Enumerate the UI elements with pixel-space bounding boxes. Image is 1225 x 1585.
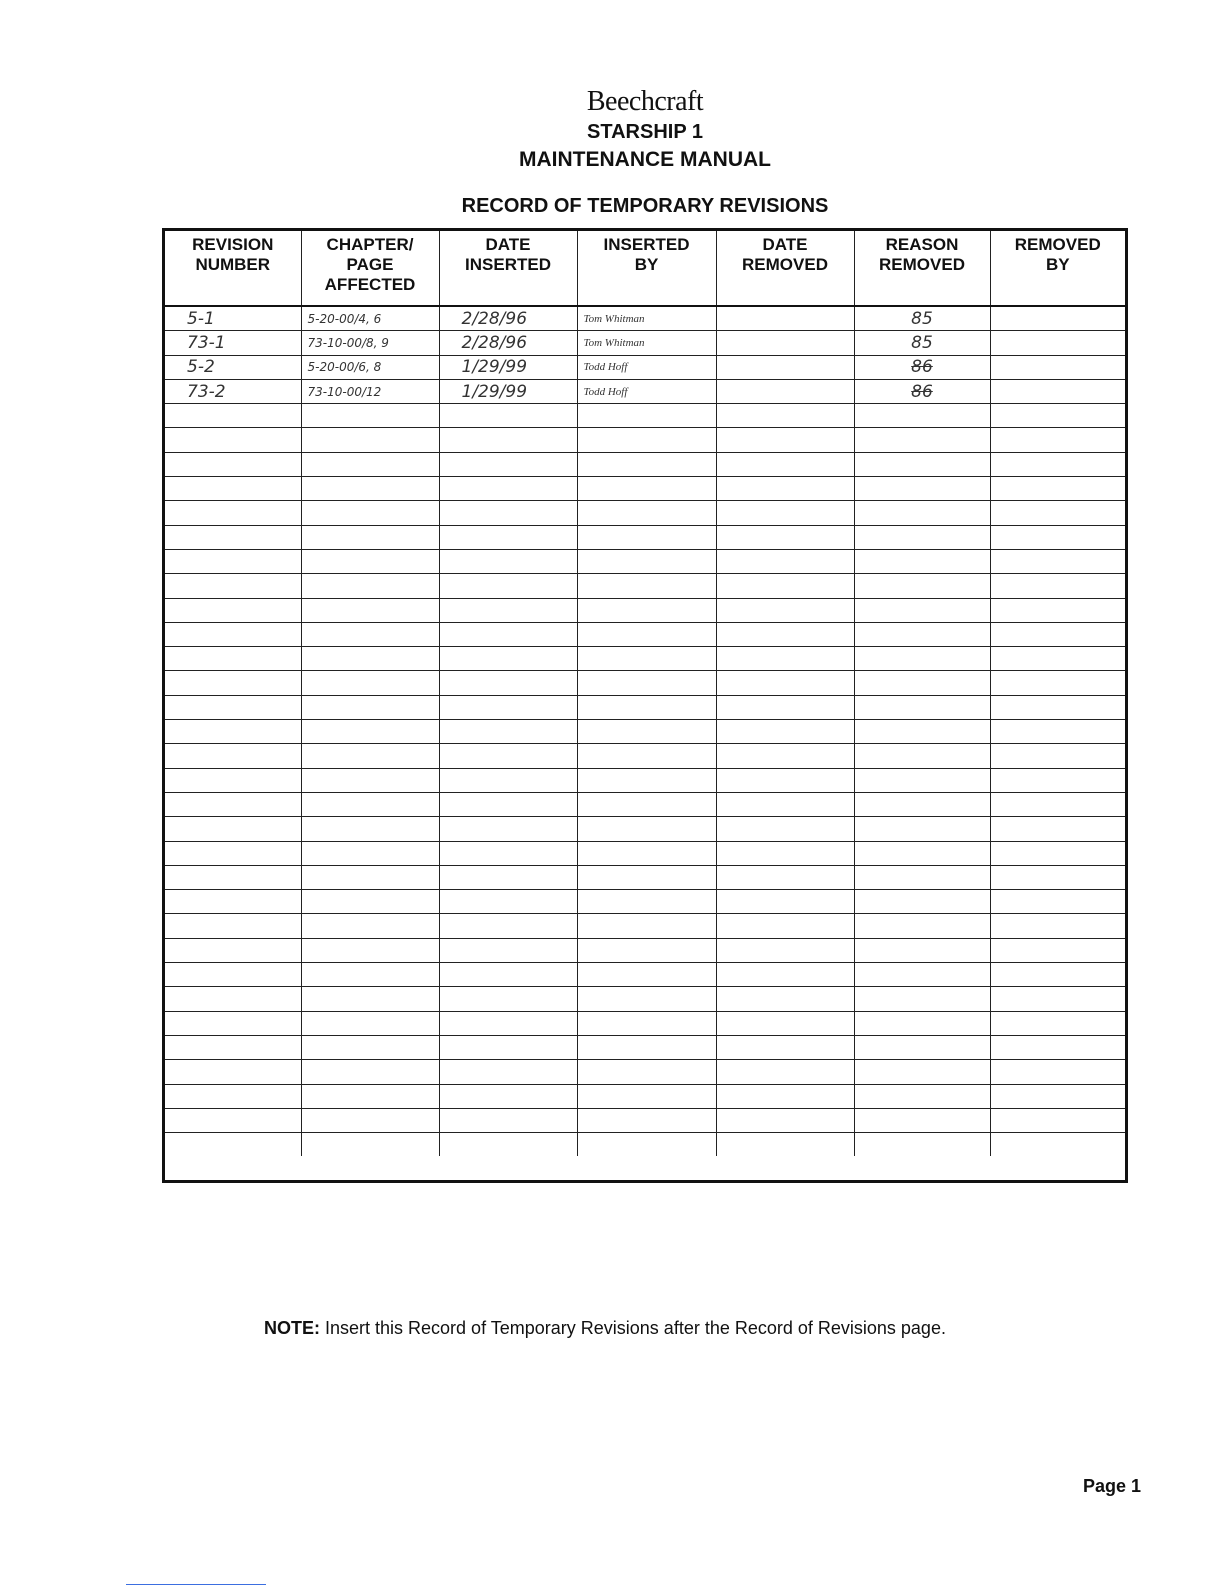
- empty-cell: [990, 1108, 1125, 1132]
- empty-cell: [301, 622, 439, 646]
- empty-cell: [301, 817, 439, 841]
- empty-cell: [716, 720, 854, 744]
- table-row: [165, 598, 1125, 622]
- chapter-page-cell: 73-10-00/8, 9: [301, 331, 439, 355]
- col-reason-removed: REASON REMOVED: [854, 231, 990, 306]
- table-header-row: [165, 231, 1125, 306]
- revision-number-cell: 5-2: [165, 355, 301, 379]
- empty-cell: [854, 525, 990, 549]
- empty-cell: [577, 914, 716, 938]
- table-row: [165, 622, 1125, 646]
- inserted-by-cell: Todd Hoff: [577, 355, 716, 379]
- empty-cell: [439, 647, 577, 671]
- empty-cell: [990, 987, 1125, 1011]
- empty-cell: [165, 987, 301, 1011]
- empty-cell: [854, 865, 990, 889]
- empty-cell: [854, 452, 990, 476]
- empty-cell: [854, 647, 990, 671]
- empty-cell: [439, 501, 577, 525]
- table-row: [165, 549, 1125, 573]
- empty-cell: [716, 671, 854, 695]
- empty-cell: [301, 598, 439, 622]
- empty-cell: [165, 1035, 301, 1059]
- empty-cell: [439, 428, 577, 452]
- empty-cell: [577, 501, 716, 525]
- empty-cell: [165, 1133, 301, 1157]
- date-removed-cell: [716, 379, 854, 403]
- empty-cell: [854, 792, 990, 816]
- empty-cell: [854, 671, 990, 695]
- reason-removed-cell: 85: [854, 306, 990, 331]
- empty-cell: [854, 720, 990, 744]
- empty-cell: [990, 671, 1125, 695]
- manual-product: STARSHIP 1: [587, 121, 703, 143]
- empty-cell: [165, 720, 301, 744]
- empty-cell: [990, 914, 1125, 938]
- table-row: [165, 695, 1125, 719]
- table-row: [165, 428, 1125, 452]
- brand-logo: Beechcraft: [586, 86, 704, 117]
- empty-cell: [990, 428, 1125, 452]
- empty-cell: [577, 1084, 716, 1108]
- table-row: [165, 525, 1125, 549]
- table-row: [165, 306, 1125, 331]
- empty-cell: [854, 817, 990, 841]
- empty-cell: [577, 1133, 716, 1157]
- empty-cell: [854, 695, 990, 719]
- chapter-page-cell: 5-20-00/6, 8: [301, 355, 439, 379]
- empty-cell: [990, 622, 1125, 646]
- empty-cell: [716, 914, 854, 938]
- empty-cell: [577, 525, 716, 549]
- note-label: NOTE:: [264, 1318, 320, 1338]
- table-row: [165, 841, 1125, 865]
- empty-cell: [577, 647, 716, 671]
- empty-cell: [165, 914, 301, 938]
- inserted-by-cell: Tom Whitman: [577, 331, 716, 355]
- empty-cell: [716, 963, 854, 987]
- removed-by-cell: [990, 379, 1125, 403]
- empty-cell: [854, 1035, 990, 1059]
- empty-cell: [439, 1084, 577, 1108]
- empty-cell: [439, 622, 577, 646]
- empty-cell: [854, 963, 990, 987]
- table-row: [165, 720, 1125, 744]
- table-row: [165, 404, 1125, 428]
- empty-cell: [990, 404, 1125, 428]
- empty-cell: [165, 792, 301, 816]
- empty-cell: [301, 865, 439, 889]
- empty-cell: [439, 792, 577, 816]
- empty-cell: [854, 477, 990, 501]
- empty-cell: [439, 598, 577, 622]
- empty-cell: [165, 404, 301, 428]
- table-row: [165, 792, 1125, 816]
- empty-cell: [439, 720, 577, 744]
- empty-cell: [577, 695, 716, 719]
- manual-title: MAINTENANCE MANUAL: [519, 148, 771, 171]
- empty-cell: [165, 768, 301, 792]
- empty-cell: [301, 695, 439, 719]
- table-row: [165, 890, 1125, 914]
- table-row: [165, 574, 1125, 598]
- empty-cell: [165, 452, 301, 476]
- empty-cell: [990, 963, 1125, 987]
- note-text: [264, 1318, 946, 1339]
- empty-cell: [165, 622, 301, 646]
- col-revision-number: REVISION NUMBER: [165, 231, 301, 306]
- empty-cell: [301, 768, 439, 792]
- table-row: [165, 355, 1125, 379]
- empty-cell: [577, 720, 716, 744]
- empty-cell: [854, 1060, 990, 1084]
- empty-cell: [301, 452, 439, 476]
- revision-number-cell: 73-1: [165, 331, 301, 355]
- col-inserted-by: INSERTED BY: [577, 231, 716, 306]
- table-row: [165, 744, 1125, 768]
- empty-cell: [301, 477, 439, 501]
- reason-removed-cell: 86: [854, 355, 990, 379]
- removed-by-cell: [990, 355, 1125, 379]
- empty-cell: [716, 452, 854, 476]
- empty-cell: [854, 1011, 990, 1035]
- empty-cell: [990, 501, 1125, 525]
- empty-cell: [165, 865, 301, 889]
- empty-cell: [990, 477, 1125, 501]
- empty-cell: [716, 817, 854, 841]
- record-title: RECORD OF TEMPORARY REVISIONS: [461, 195, 829, 217]
- empty-cell: [716, 647, 854, 671]
- table-row: [165, 987, 1125, 1011]
- empty-cell: [439, 987, 577, 1011]
- empty-cell: [716, 865, 854, 889]
- empty-cell: [577, 477, 716, 501]
- table-body: [165, 306, 1125, 1156]
- empty-cell: [854, 914, 990, 938]
- empty-cell: [439, 914, 577, 938]
- empty-cell: [165, 938, 301, 962]
- empty-cell: [716, 1060, 854, 1084]
- empty-cell: [577, 404, 716, 428]
- empty-cell: [301, 744, 439, 768]
- empty-cell: [439, 768, 577, 792]
- empty-cell: [990, 549, 1125, 573]
- empty-cell: [854, 404, 990, 428]
- empty-cell: [301, 1060, 439, 1084]
- empty-cell: [990, 744, 1125, 768]
- date-removed-cell: [716, 331, 854, 355]
- empty-cell: [854, 938, 990, 962]
- empty-cell: [577, 890, 716, 914]
- empty-cell: [577, 1060, 716, 1084]
- empty-cell: [301, 525, 439, 549]
- empty-cell: [854, 768, 990, 792]
- empty-cell: [854, 622, 990, 646]
- empty-cell: [301, 671, 439, 695]
- empty-cell: [439, 1060, 577, 1084]
- empty-cell: [716, 890, 854, 914]
- empty-cell: [301, 792, 439, 816]
- empty-cell: [990, 768, 1125, 792]
- empty-cell: [577, 598, 716, 622]
- table-row: [165, 963, 1125, 987]
- reason-removed-cell: 86: [854, 379, 990, 403]
- page-number: Page 1: [1082, 1476, 1141, 1496]
- empty-cell: [990, 452, 1125, 476]
- empty-cell: [716, 622, 854, 646]
- date-inserted-cell: 2/28/96: [439, 306, 577, 331]
- empty-cell: [716, 404, 854, 428]
- empty-cell: [716, 987, 854, 1011]
- empty-cell: [439, 1108, 577, 1132]
- empty-cell: [577, 938, 716, 962]
- empty-cell: [439, 963, 577, 987]
- empty-cell: [990, 817, 1125, 841]
- empty-cell: [577, 817, 716, 841]
- table-row: [165, 501, 1125, 525]
- empty-cell: [165, 1060, 301, 1084]
- table-row: [165, 671, 1125, 695]
- empty-cell: [854, 428, 990, 452]
- chapter-page-cell: 73-10-00/12: [301, 379, 439, 403]
- empty-cell: [301, 720, 439, 744]
- empty-cell: [165, 1108, 301, 1132]
- empty-cell: [301, 404, 439, 428]
- empty-cell: [854, 574, 990, 598]
- removed-by-cell: [990, 306, 1125, 331]
- empty-cell: [439, 574, 577, 598]
- empty-cell: [577, 841, 716, 865]
- empty-cell: [990, 1133, 1125, 1157]
- empty-cell: [716, 1084, 854, 1108]
- empty-cell: [716, 598, 854, 622]
- empty-cell: [854, 501, 990, 525]
- date-removed-cell: [716, 355, 854, 379]
- empty-cell: [301, 501, 439, 525]
- empty-cell: [990, 695, 1125, 719]
- table-row: [165, 865, 1125, 889]
- empty-cell: [577, 574, 716, 598]
- empty-cell: [990, 1084, 1125, 1108]
- table-row: [165, 914, 1125, 938]
- empty-cell: [577, 1108, 716, 1132]
- table-row: [165, 1060, 1125, 1084]
- empty-cell: [854, 890, 990, 914]
- chapter-page-cell: 5-20-00/4, 6: [301, 306, 439, 331]
- empty-cell: [301, 428, 439, 452]
- empty-cell: [165, 525, 301, 549]
- empty-cell: [716, 744, 854, 768]
- empty-cell: [301, 987, 439, 1011]
- table-row: [165, 938, 1125, 962]
- empty-cell: [301, 841, 439, 865]
- empty-cell: [716, 768, 854, 792]
- empty-cell: [716, 792, 854, 816]
- empty-cell: [439, 890, 577, 914]
- empty-cell: [577, 1011, 716, 1035]
- empty-cell: [301, 1133, 439, 1157]
- empty-cell: [990, 574, 1125, 598]
- empty-cell: [577, 452, 716, 476]
- empty-cell: [439, 841, 577, 865]
- empty-cell: [990, 1035, 1125, 1059]
- empty-cell: [439, 744, 577, 768]
- empty-cell: [577, 622, 716, 646]
- table-row: [165, 1133, 1125, 1157]
- empty-cell: [990, 1060, 1125, 1084]
- inserted-by-cell: Tom Whitman: [577, 306, 716, 331]
- empty-cell: [165, 598, 301, 622]
- empty-cell: [577, 671, 716, 695]
- empty-cell: [165, 1084, 301, 1108]
- empty-cell: [990, 1011, 1125, 1035]
- date-inserted-cell: 2/28/96: [439, 331, 577, 355]
- empty-cell: [301, 1011, 439, 1035]
- empty-cell: [577, 744, 716, 768]
- empty-cell: [301, 549, 439, 573]
- reason-removed-cell: 85: [854, 331, 990, 355]
- empty-cell: [990, 647, 1125, 671]
- table-row: [165, 379, 1125, 403]
- empty-cell: [854, 744, 990, 768]
- empty-cell: [990, 598, 1125, 622]
- table-row: [165, 477, 1125, 501]
- table-row: [165, 452, 1125, 476]
- empty-cell: [716, 938, 854, 962]
- empty-cell: [577, 865, 716, 889]
- empty-cell: [439, 549, 577, 573]
- empty-cell: [301, 1084, 439, 1108]
- empty-cell: [439, 477, 577, 501]
- empty-cell: [165, 695, 301, 719]
- empty-cell: [716, 477, 854, 501]
- empty-cell: [301, 963, 439, 987]
- table-row: [165, 1108, 1125, 1132]
- empty-cell: [439, 1011, 577, 1035]
- empty-cell: [165, 501, 301, 525]
- table-row: [165, 1011, 1125, 1035]
- empty-cell: [577, 768, 716, 792]
- empty-cell: [990, 841, 1125, 865]
- date-inserted-cell: 1/29/99: [439, 379, 577, 403]
- empty-cell: [990, 792, 1125, 816]
- note-body: Insert this Record of Temporary Revisions after the Record of Revisions page.: [320, 1318, 946, 1338]
- empty-cell: [716, 501, 854, 525]
- empty-cell: [165, 890, 301, 914]
- empty-cell: [716, 1035, 854, 1059]
- empty-cell: [301, 914, 439, 938]
- table-row: [165, 331, 1125, 355]
- empty-cell: [716, 841, 854, 865]
- empty-cell: [165, 477, 301, 501]
- empty-cell: [439, 817, 577, 841]
- empty-cell: [439, 938, 577, 962]
- empty-cell: [577, 987, 716, 1011]
- revisions-table-frame: [162, 228, 1128, 1183]
- date-removed-cell: [716, 306, 854, 331]
- empty-cell: [301, 574, 439, 598]
- col-removed-by: REMOVED BY: [990, 231, 1125, 306]
- empty-cell: [165, 1011, 301, 1035]
- empty-cell: [990, 720, 1125, 744]
- empty-cell: [301, 938, 439, 962]
- inserted-by-cell: Todd Hoff: [577, 379, 716, 403]
- empty-cell: [990, 865, 1125, 889]
- empty-cell: [301, 647, 439, 671]
- empty-cell: [165, 647, 301, 671]
- empty-cell: [716, 1133, 854, 1157]
- empty-cell: [439, 671, 577, 695]
- empty-cell: [439, 1133, 577, 1157]
- empty-cell: [439, 865, 577, 889]
- empty-cell: [439, 525, 577, 549]
- col-date-removed: DATE REMOVED: [716, 231, 854, 306]
- table-row: [165, 817, 1125, 841]
- empty-cell: [854, 1133, 990, 1157]
- table-row: [165, 647, 1125, 671]
- empty-cell: [165, 549, 301, 573]
- revision-number-cell: 73-2: [165, 379, 301, 403]
- empty-cell: [301, 1108, 439, 1132]
- empty-cell: [165, 963, 301, 987]
- empty-cell: [439, 1035, 577, 1059]
- revisions-table: [165, 231, 1125, 1156]
- empty-cell: [716, 1011, 854, 1035]
- empty-cell: [716, 695, 854, 719]
- empty-cell: [716, 549, 854, 573]
- empty-cell: [854, 1084, 990, 1108]
- empty-cell: [439, 452, 577, 476]
- empty-cell: [716, 525, 854, 549]
- table-row: [165, 1084, 1125, 1108]
- empty-cell: [165, 841, 301, 865]
- empty-cell: [165, 574, 301, 598]
- revision-number-cell: 5-1: [165, 306, 301, 331]
- empty-cell: [577, 549, 716, 573]
- empty-cell: [577, 428, 716, 452]
- empty-cell: [165, 428, 301, 452]
- empty-cell: [854, 549, 990, 573]
- col-date-inserted: DATE INSERTED: [439, 231, 577, 306]
- empty-cell: [439, 695, 577, 719]
- empty-cell: [577, 963, 716, 987]
- empty-cell: [854, 598, 990, 622]
- empty-cell: [990, 890, 1125, 914]
- empty-cell: [990, 938, 1125, 962]
- col-chapter-page: CHAPTER/ PAGE AFFECTED: [301, 231, 439, 306]
- empty-cell: [854, 841, 990, 865]
- empty-cell: [716, 574, 854, 598]
- table-row: [165, 1035, 1125, 1059]
- empty-cell: [165, 817, 301, 841]
- removed-by-cell: [990, 331, 1125, 355]
- date-inserted-cell: 1/29/99: [439, 355, 577, 379]
- empty-cell: [716, 428, 854, 452]
- empty-cell: [577, 1035, 716, 1059]
- empty-cell: [301, 890, 439, 914]
- empty-cell: [990, 525, 1125, 549]
- empty-cell: [854, 1108, 990, 1132]
- empty-cell: [165, 744, 301, 768]
- empty-cell: [854, 987, 990, 1011]
- empty-cell: [165, 671, 301, 695]
- table-row: [165, 768, 1125, 792]
- empty-cell: [716, 1108, 854, 1132]
- empty-cell: [439, 404, 577, 428]
- empty-cell: [301, 1035, 439, 1059]
- empty-cell: [577, 792, 716, 816]
